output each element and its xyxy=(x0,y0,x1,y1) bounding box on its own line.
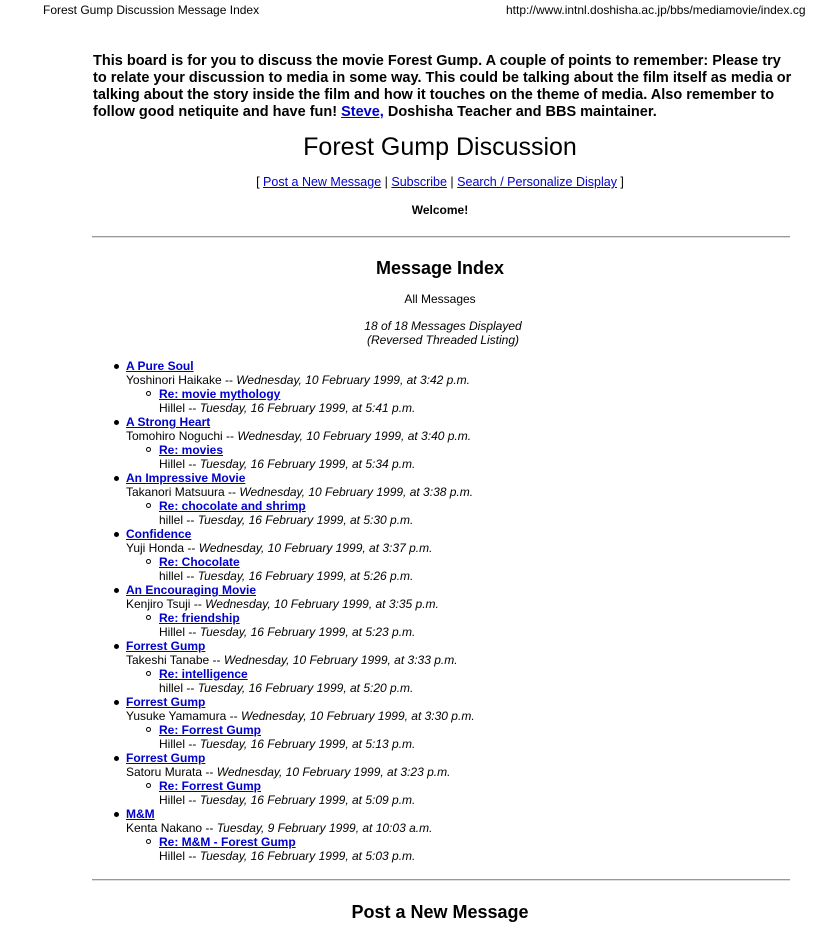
message-date: Wednesday, 10 February 1999, at 3:30 p.m. xyxy=(240,709,475,723)
reply-author: Hillel xyxy=(159,457,186,471)
reply-date: Tuesday, 16 February 1999, at 5:34 p.m. xyxy=(199,457,416,471)
circle-bullet-icon xyxy=(146,391,151,396)
message-count: 18 of 18 Messages Displayed xyxy=(364,319,522,333)
reply-date: Tuesday, 16 February 1999, at 5:30 p.m. xyxy=(197,513,414,527)
thread-item xyxy=(0,527,475,583)
circle-bullet-icon xyxy=(146,783,151,788)
message-meta xyxy=(126,373,475,387)
reply-meta xyxy=(159,513,475,527)
message-count-info xyxy=(0,319,833,347)
thread-item xyxy=(0,639,475,695)
reply-date: Tuesday, 16 February 1999, at 5:03 p.m. xyxy=(199,849,416,863)
thread-item xyxy=(0,471,475,527)
reply-item xyxy=(126,499,475,527)
meta-separator: -- xyxy=(224,485,240,499)
reply-item xyxy=(126,835,475,863)
reply-date: Tuesday, 16 February 1999, at 5:23 p.m. xyxy=(199,625,416,639)
circle-bullet-icon xyxy=(146,671,151,676)
reply-meta xyxy=(159,457,475,471)
reply-author: Hillel xyxy=(159,793,186,807)
circle-bullet-icon xyxy=(146,727,151,732)
meta-separator: -- xyxy=(185,793,200,807)
message-subject-link[interactable]: A Strong Heart xyxy=(126,415,211,429)
toolbar-separator: | xyxy=(446,175,458,189)
post-new-message-heading: Post a New Message xyxy=(351,902,529,922)
reply-author: Hillel xyxy=(159,849,186,863)
search-personalize-link[interactable]: Search / Personalize Display xyxy=(457,175,617,189)
message-date: Wednesday, 10 February 1999, at 3:37 p.m. xyxy=(198,541,433,555)
message-subject-link[interactable]: Forrest Gump xyxy=(126,695,206,709)
reply-subject-link[interactable]: Re: movies xyxy=(159,443,224,457)
message-index-title: Message Index xyxy=(375,258,505,278)
reply-author: hillel xyxy=(159,513,184,527)
message-subject-link[interactable]: Forrest Gump xyxy=(126,639,206,653)
reply-subject-link[interactable]: Re: chocolate and shrimp xyxy=(159,499,306,513)
message-meta xyxy=(126,709,475,723)
message-author: Yusuke Yamamura xyxy=(126,709,227,723)
meta-separator: -- xyxy=(209,653,224,667)
post-new-message-link[interactable]: Post a New Message xyxy=(263,175,382,189)
message-meta xyxy=(126,597,475,611)
reply-date: Tuesday, 16 February 1999, at 5:09 p.m. xyxy=(199,793,416,807)
meta-separator: -- xyxy=(221,373,237,387)
circle-bullet-icon xyxy=(146,447,151,452)
message-subject-link[interactable]: An Encouraging Movie xyxy=(126,583,257,597)
message-author: Takeshi Tanabe xyxy=(126,653,210,667)
print-page-title: Forest Gump Discussion Message Index xyxy=(43,3,260,17)
reply-author: Hillel xyxy=(159,625,186,639)
message-subject-link[interactable]: An Impressive Movie xyxy=(126,471,246,485)
print-header xyxy=(0,0,833,20)
meta-separator: -- xyxy=(202,821,217,835)
meta-separator: -- xyxy=(185,849,200,863)
circle-bullet-icon xyxy=(146,559,151,564)
message-meta xyxy=(126,821,475,835)
page-title: Forest Gump Discussion xyxy=(303,133,577,161)
reply-subject-link[interactable]: Re: Forrest Gump xyxy=(159,723,262,737)
message-date: Wednesday, 10 February 1999, at 3:33 p.m. xyxy=(223,653,458,667)
message-subject-link[interactable]: Forrest Gump xyxy=(126,751,206,765)
meta-separator: -- xyxy=(202,765,217,779)
message-date: Wednesday, 10 February 1999, at 3:35 p.m. xyxy=(205,597,439,611)
reply-subject-link[interactable]: Re: Chocolate xyxy=(159,555,240,569)
toolbar-open-bracket: [ xyxy=(256,175,264,189)
message-date: Wednesday, 10 February 1999, at 3:42 p.m. xyxy=(236,373,470,387)
meta-separator: -- xyxy=(183,681,198,695)
reply-author: hillel xyxy=(159,569,184,583)
maintainer-link[interactable]: Steve, xyxy=(341,104,384,120)
reply-meta xyxy=(159,625,475,639)
reply-date: Tuesday, 16 February 1999, at 5:26 p.m. xyxy=(197,569,414,583)
bullet-icon xyxy=(114,420,119,425)
bullet-icon xyxy=(114,756,119,761)
reply-item xyxy=(126,611,475,639)
meta-separator: -- xyxy=(190,597,206,611)
board-intro xyxy=(93,53,793,121)
message-author: Takanori Matsuura xyxy=(126,485,225,499)
reply-item xyxy=(126,443,475,471)
reply-subject-link[interactable]: Re: movie mythology xyxy=(159,387,281,401)
reply-item xyxy=(126,387,475,415)
divider xyxy=(92,236,790,238)
reply-meta xyxy=(159,401,475,415)
circle-bullet-icon xyxy=(146,503,151,508)
bullet-icon xyxy=(114,644,119,649)
message-date: Wednesday, 10 February 1999, at 3:38 p.m. xyxy=(239,485,474,499)
meta-separator: -- xyxy=(183,513,198,527)
print-page-url: http://www.intnl.doshisha.ac.jp/bbs/mediamovie/index.cg xyxy=(506,3,806,17)
message-date: Wednesday, 10 February 1999, at 3:40 p.m. xyxy=(237,429,472,443)
meta-separator: -- xyxy=(185,737,200,751)
message-meta xyxy=(126,429,475,443)
reply-author: hillel xyxy=(159,681,184,695)
message-date: Tuesday, 9 February 1999, at 10:03 a.m. xyxy=(216,821,433,835)
reply-item xyxy=(126,779,475,807)
reply-subject-link[interactable]: Re: M&M - Forest Gump xyxy=(159,835,296,849)
reply-date: Tuesday, 16 February 1999, at 5:41 p.m. xyxy=(199,401,416,415)
listing-mode: (Reversed Threaded Listing) xyxy=(366,333,520,347)
bullet-icon xyxy=(114,588,119,593)
thread-item xyxy=(0,751,475,807)
reply-author: Hillel xyxy=(159,401,186,415)
all-messages-label: All Messages xyxy=(404,292,476,306)
message-subject-link[interactable]: Confidence xyxy=(126,527,192,541)
meta-separator: -- xyxy=(222,429,238,443)
toolbar-separator: | xyxy=(381,175,392,189)
thread-item xyxy=(0,583,475,639)
message-thread-list xyxy=(0,359,475,863)
reply-subject-link[interactable]: Re: intelligence xyxy=(159,667,248,681)
bullet-icon xyxy=(114,700,119,705)
meta-separator: -- xyxy=(183,569,198,583)
message-author: Yoshinori Haikake xyxy=(126,373,222,387)
meta-separator: -- xyxy=(185,401,200,415)
reply-meta xyxy=(159,737,475,751)
circle-bullet-icon xyxy=(146,615,151,620)
intro-tail: Doshisha Teacher and BBS maintainer. xyxy=(383,104,657,120)
message-author: Kenjiro Tsuji xyxy=(126,597,191,611)
message-author: Tomohiro Noguchi xyxy=(126,429,223,443)
message-subject-link[interactable]: M&M xyxy=(126,807,155,821)
meta-separator: -- xyxy=(185,457,200,471)
message-author: Kenta Nakano xyxy=(126,821,203,835)
message-meta xyxy=(126,541,475,555)
reply-item xyxy=(126,555,475,583)
reply-item xyxy=(126,723,475,751)
toolbar-close-bracket: ] xyxy=(616,175,624,189)
reply-date: Tuesday, 16 February 1999, at 5:13 p.m. xyxy=(199,737,416,751)
reply-meta xyxy=(159,569,475,583)
reply-subject-link[interactable]: Re: friendship xyxy=(159,611,240,625)
thread-item xyxy=(0,359,475,415)
reply-subject-link[interactable]: Re: Forrest Gump xyxy=(159,779,262,793)
meta-separator: -- xyxy=(184,541,199,555)
message-subject-link[interactable]: A Pure Soul xyxy=(126,359,194,373)
toolbar xyxy=(0,173,833,191)
reply-item xyxy=(126,667,475,695)
bullet-icon xyxy=(114,812,119,817)
reply-meta xyxy=(159,849,475,863)
thread-item xyxy=(0,695,475,751)
divider xyxy=(92,879,790,881)
reply-author: Hillel xyxy=(159,737,186,751)
subscribe-link[interactable]: Subscribe xyxy=(391,175,447,189)
message-meta xyxy=(126,485,475,499)
intro-text: This board is for you to discuss the movie Forest Gump. A couple of points to remember: Please try to relate your discussion to media in some way. This could be talking about the film itself as media or talking about the story inside the film and how it touches on the theme of media. Also remember to follow good netiquite and have fun! xyxy=(93,53,792,120)
bullet-icon xyxy=(114,364,119,369)
reply-meta xyxy=(159,681,475,695)
meta-separator: -- xyxy=(226,709,241,723)
bullet-icon xyxy=(114,532,119,537)
welcome-text: Welcome! xyxy=(411,203,469,217)
circle-bullet-icon xyxy=(146,839,151,844)
message-meta xyxy=(126,765,475,779)
reply-date: Tuesday, 16 February 1999, at 5:20 p.m. xyxy=(197,681,414,695)
thread-item xyxy=(0,415,475,471)
thread-item xyxy=(0,807,475,863)
message-author: Satoru Murata xyxy=(126,765,203,779)
message-author: Yuji Honda xyxy=(126,541,185,555)
reply-meta xyxy=(159,793,475,807)
message-date: Wednesday, 10 February 1999, at 3:23 p.m. xyxy=(216,765,451,779)
bullet-icon xyxy=(114,476,119,481)
meta-separator: -- xyxy=(185,625,200,639)
message-meta xyxy=(126,653,475,667)
